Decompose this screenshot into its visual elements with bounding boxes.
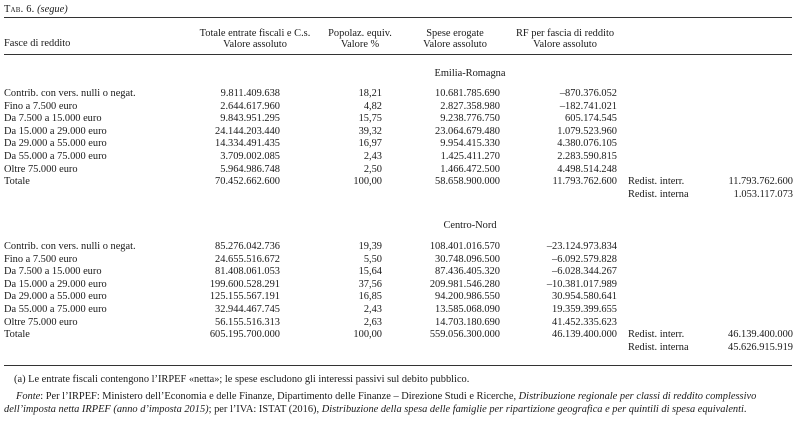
table-label-suffix: (segue) xyxy=(37,4,68,15)
cell-v3: 13.585.068.090 xyxy=(435,304,500,315)
row-label: Oltre 75.000 euro xyxy=(4,163,78,175)
redist-label: Redist. interr. xyxy=(628,329,685,341)
top-rule xyxy=(4,17,792,18)
fonte-label: Fonte xyxy=(16,391,41,402)
row-label: Da 55.000 a 75.000 euro xyxy=(4,304,107,315)
cell-v2: 2,43 xyxy=(363,304,382,315)
row-label: Da 7.500 a 15.000 euro xyxy=(4,266,102,278)
cell-v1: 5.964.986.748 xyxy=(220,163,280,175)
cell-v1: 32.944.467.745 xyxy=(215,304,280,315)
header-totale-line2: Valore assoluto xyxy=(223,39,287,50)
cell-v3: 10.681.785.690 xyxy=(435,88,500,99)
cell-v4: 605.174.545 xyxy=(565,113,617,125)
cell-v4: –10.381.017.989 xyxy=(546,278,617,290)
cell-v2: 100,00 xyxy=(353,176,382,188)
header-popolaz-line2: Valore % xyxy=(340,39,380,50)
row-label: Da 29.000 a 55.000 euro xyxy=(4,291,107,303)
cell-v1: 70.452.662.600 xyxy=(215,176,280,188)
cell-v3: 559.056.300.000 xyxy=(429,329,500,341)
cell-v4: –23.124.973.834 xyxy=(546,241,617,252)
section-title: Emilia-Romagna xyxy=(434,68,506,79)
cell-v4: –182.741.021 xyxy=(559,100,617,112)
cell-v3: 58.658.900.000 xyxy=(435,176,500,188)
cell-v2: 19,39 xyxy=(358,241,382,252)
row-label: Contrib. con vers. nulli o negat. xyxy=(4,241,136,252)
cell-v4: –6.092.579.828 xyxy=(552,253,617,265)
cell-v1: 14.334.491.435 xyxy=(215,138,280,150)
section-title: Centro-Nord xyxy=(443,220,497,231)
cell-v3: 1.425.411.270 xyxy=(440,151,500,162)
cell-v3: 30.748.096.500 xyxy=(435,253,500,265)
table-title xyxy=(4,4,68,15)
cell-v3: 14.703.180.690 xyxy=(435,316,500,328)
cell-v1: 24.655.516.672 xyxy=(215,253,280,265)
redist-label: Redist. interr. xyxy=(628,176,685,188)
cell-v4: 30.954.580.641 xyxy=(552,291,617,303)
row-label: Da 15.000 a 29.000 euro xyxy=(4,278,107,290)
cell-v4: 2.283.590.815 xyxy=(557,151,617,162)
cell-v2: 2,43 xyxy=(363,151,382,162)
cell-v2: 15,64 xyxy=(358,266,382,278)
cell-v4: 19.359.399.655 xyxy=(552,304,617,315)
row-label: Da 7.500 a 15.000 euro xyxy=(4,113,102,125)
row-label: Fino a 7.500 euro xyxy=(4,253,78,265)
cell-v4: 4.498.514.248 xyxy=(557,163,617,175)
cell-v1: 9.843.951.295 xyxy=(220,113,280,125)
cell-v3: 87.436.405.320 xyxy=(435,266,500,278)
cell-v3: 94.200.986.550 xyxy=(435,291,500,303)
cell-v1: 24.144.203.440 xyxy=(215,125,280,137)
header-rule xyxy=(4,54,792,55)
row-label: Totale xyxy=(4,176,30,188)
cell-v3: 209.981.546.280 xyxy=(429,278,500,290)
cell-v2: 37,56 xyxy=(358,278,382,290)
cell-v2: 15,75 xyxy=(358,113,382,125)
cell-v3: 23.064.679.480 xyxy=(435,125,500,137)
cell-v3: 1.466.472.500 xyxy=(440,163,500,175)
cell-v1: 199.600.528.291 xyxy=(209,278,280,290)
bottom-rule xyxy=(4,365,792,366)
cell-v1: 3.709.002.085 xyxy=(220,151,280,162)
redist-value: 1.053.117.073 xyxy=(733,188,793,200)
fonte-italic1: Distribuzione regionale per classi di reddito complessivo dell’imposta netta IRPEF (anno d’imposta 2015) xyxy=(4,391,757,415)
row-label: Da 29.000 a 55.000 euro xyxy=(4,138,107,150)
cell-v2: 16,97 xyxy=(358,138,382,150)
redist-value: 11.793.762.600 xyxy=(728,176,793,188)
cell-v2: 2,50 xyxy=(363,163,382,175)
cell-v1: 9.811.409.638 xyxy=(220,88,280,99)
cell-v3: 2.827.358.980 xyxy=(440,100,500,112)
cell-v4: –6.028.344.267 xyxy=(552,266,617,278)
footnote-a: (a) Le entrate fiscali contengono l’IRPEF «netta»; le spese escludono gli interessi passivi sul debito pubblico. xyxy=(14,374,470,385)
row-label: Fino a 7.500 euro xyxy=(4,100,78,112)
cell-v2: 39,32 xyxy=(358,125,382,137)
cell-v3: 9.954.415.330 xyxy=(440,138,500,150)
cell-v2: 16,85 xyxy=(358,291,382,303)
cell-v4: 4.380.076.105 xyxy=(557,138,617,150)
table-label: Tab. 6. xyxy=(4,4,35,15)
redist-value: 45.626.915.919 xyxy=(728,341,793,353)
cell-v4: 11.793.762.600 xyxy=(552,176,617,188)
redist-label: Redist. interna xyxy=(628,188,689,200)
fonte-italic2: Distribuzione della spesa delle famiglie per ripartizione geografica e per quintili di spesa equivalenti xyxy=(321,403,744,415)
cell-v1: 85.276.042.736 xyxy=(215,241,280,252)
cell-v2: 5,50 xyxy=(363,253,382,265)
cell-v4: –870.376.052 xyxy=(559,88,617,99)
cell-v4: 1.079.523.960 xyxy=(557,125,617,137)
row-label: Da 15.000 a 29.000 euro xyxy=(4,125,107,137)
cell-v1: 605.195.700.000 xyxy=(209,329,280,341)
cell-v2: 2,63 xyxy=(363,316,382,328)
footnote-fonte xyxy=(4,391,784,416)
row-label: Contrib. con vers. nulli o negat. xyxy=(4,88,136,99)
cell-v4: 41.452.335.623 xyxy=(552,316,617,328)
cell-v3: 108.401.016.570 xyxy=(429,241,500,252)
cell-v2: 4,82 xyxy=(363,100,382,112)
cell-v1: 56.155.516.313 xyxy=(215,316,280,328)
header-totale-line1: Totale entrate fiscali e C.s. xyxy=(199,28,311,39)
header-rf-line2: Valore assoluto xyxy=(533,39,597,50)
redist-label: Redist. interna xyxy=(628,341,689,353)
row-label: Da 55.000 a 75.000 euro xyxy=(4,151,107,162)
header-spese-line1: Spese erogate xyxy=(426,28,484,39)
header-spese-line2: Valore assoluto xyxy=(423,39,487,50)
cell-v3: 9.238.776.750 xyxy=(440,113,500,125)
cell-v1: 81.408.061.053 xyxy=(215,266,280,278)
cell-v4: 46.139.400.000 xyxy=(552,329,617,341)
row-label: Totale xyxy=(4,329,30,341)
redist-value: 46.139.400.000 xyxy=(728,329,793,341)
cell-v1: 125.155.567.191 xyxy=(209,291,280,303)
fonte-part3: . xyxy=(743,403,747,415)
fonte-part1: : Per l’IRPEF: Ministero dell’Economia e delle Finanze, Dipartimento delle Finanze – Direzione Studi e Ricerche, xyxy=(40,391,519,402)
row-label: Oltre 75.000 euro xyxy=(4,316,78,328)
header-rf-line1: RF per fascia di reddito xyxy=(515,28,615,39)
cell-v2: 100,00 xyxy=(353,329,382,341)
fonte-part2: ; per l’IVA: ISTAT (2016), xyxy=(208,403,322,415)
cell-v2: 18,21 xyxy=(358,88,382,99)
header-fasce: Fasce di reddito xyxy=(4,38,71,49)
cell-v1: 2.644.617.960 xyxy=(220,100,280,112)
header-popolaz-line1: Popolaz. equiv. xyxy=(328,28,392,39)
